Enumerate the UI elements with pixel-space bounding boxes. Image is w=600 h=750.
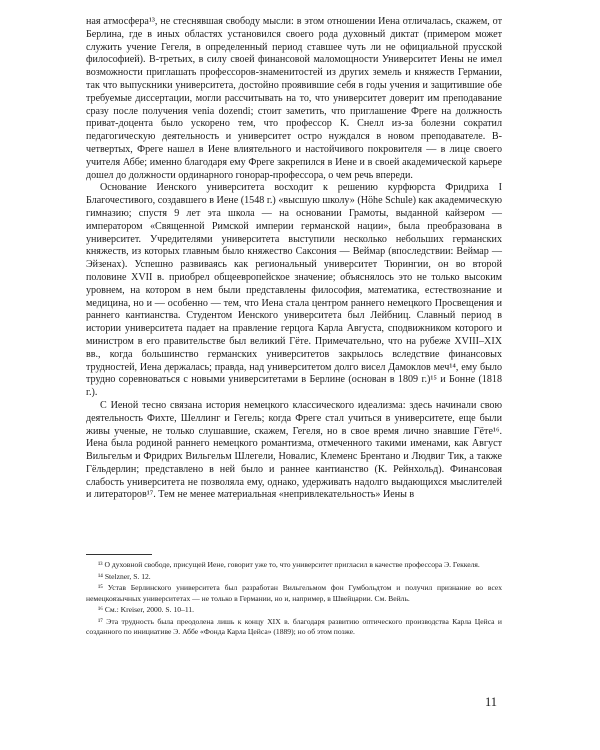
paragraph-university-history: Основание Иенского университета восходит к решению курфюрста Фридриха I Благочестивого, создавшего в Иене (1548 г.) «высшую школу» (Höhe Schule) как академическую гимназию; спустя 9 лет эта школа — на основании Грамоты, выданной кайзером — императором «Священной Римской империи германской нации», была преобразована в университет. Учредителями университета выступили несколько небольших германских княжеств, из которых главным было княжество Саксония — Веймар (впоследствии: Веймар — Эйзенах). Успешно развиваясь как региональный университет Тюрингии, он во второй половине XVII в. приобрел общеевропейское значение; объяснялось это не только высоким уровнем, на котором в нем были представлены философия, математика, естествознание и медицина, но и — особенно — тем, что Иена стала центром раннего немецкого Просвещения и раннего кантианства. Студентом Иенского университета был Лейбниц. Славный период в истории университета падает на правление герцога Карла Августа, сподвижником которого и министром в его правительстве был великий Гёте. Примечательно, что на рубеже XVIII–XIX вв., когда большинство германских университетов закрылось вследствие финансовых трудностей, Иена держалась; правда, над университетом долго висел Дамоклов меч¹⁴, ему было трудно соревноваться с новыми университетами в Берлине (основан в 1809 г.)¹⁵ и Бонне (1818 г.). — [86, 182, 502, 399]
paragraph-continuation: ная атмосфера¹³, не стеснявшая свободу мысли: в этом отношении Иена отличалась, скажем, от Берлина, где в иных областях установился своего рода духовный диктат (примером может служить учение Гегеля, в определенный период ставшее чуть ли не официальной прусской философией). В-третьих, в силу своей финансовой маломощности Университет Иены не имел возможности приглашать профессоров-знаменитостей из других земель и княжеств Германии, так что выпускники университета, достойно проявившие себя в годы учения и защитившие обе требуемые диссертации, могли рассчитывать на то, что университет доверит им преподавание сразу после получения venia dozendi; стоит заметить, что приглашение Фреге на должность приват-доцента было ускорено тем, что профессор К. Снелл из-за болезни сократил педагогическую деятельность и университет остро нуждался в новом преподавателе. В-четвертых, Фреге нашел в Иене влиятельного и настойчивого покровителя — в лице своего учителя Аббе; именно благодаря ему Фреге закрепился в Иене и в своей академической карьере дошел до должности ординарного гонорар-профессора, о чем речь впереди. — [86, 16, 502, 181]
footnote-14: ¹⁴ Stelzner, S. 12. — [98, 571, 151, 581]
page-number: 11 — [485, 695, 498, 709]
paragraph-idealism: С Иеной тесно связана история немецкого классического идеализма: здесь начинали свою деятельность Фихте, Шеллинг и Гегель; когда Фреге стал учиться в университете, еще были живы ученые, не только слушавшие, скажем, Гегеля, но в свое время лично знавшие Гёте¹⁶. Иена была родиной раннего немецкого романтизма, отмеченного такими именами, как Август Вильгельм и Фридрих Вильгельм Шлегели, Новалис, Клеменс Брентано и Людвиг Тик, а также Гёльдерлин; представлено в ней было и раннее кантианство (К. Рейнхольд). Финансовая слабость университета не позволяла ему, однако, удерживать надолго выдающихся мыслителей и литераторов¹⁷. Тем не менее материальная «непривлекательность» Иены в — [86, 399, 502, 501]
footnote-17: ¹⁷ Эта трудность была преодолена лишь к концу XIX в. благодаря развитию оптического производства Карла Цейса и созданного по инициативе Э. Аббе «Фонда Карла Цейса» (1889); но об этом позже. — [86, 617, 502, 637]
footnote-16: ¹⁶ См.: Kreiser, 2000. S. 10–11. — [98, 605, 195, 615]
footnote-13: ¹³ О духовной свободе, присущей Иене, говорит уже то, что университет пригласил в качестве профессора Э. Геккеля. — [98, 560, 480, 569]
footnotes — [86, 560, 502, 639]
main-text — [86, 16, 502, 502]
footnote-15: ¹⁵ Устав Берлинского университета был разработан Вильгельмом фон Гумбольдтом и получил признание во всех немецкоязычных университетах — не только в Германии, но и, например, в Швейцарии. См. Вейль. — [86, 583, 502, 603]
footnote-separator — [86, 554, 152, 555]
